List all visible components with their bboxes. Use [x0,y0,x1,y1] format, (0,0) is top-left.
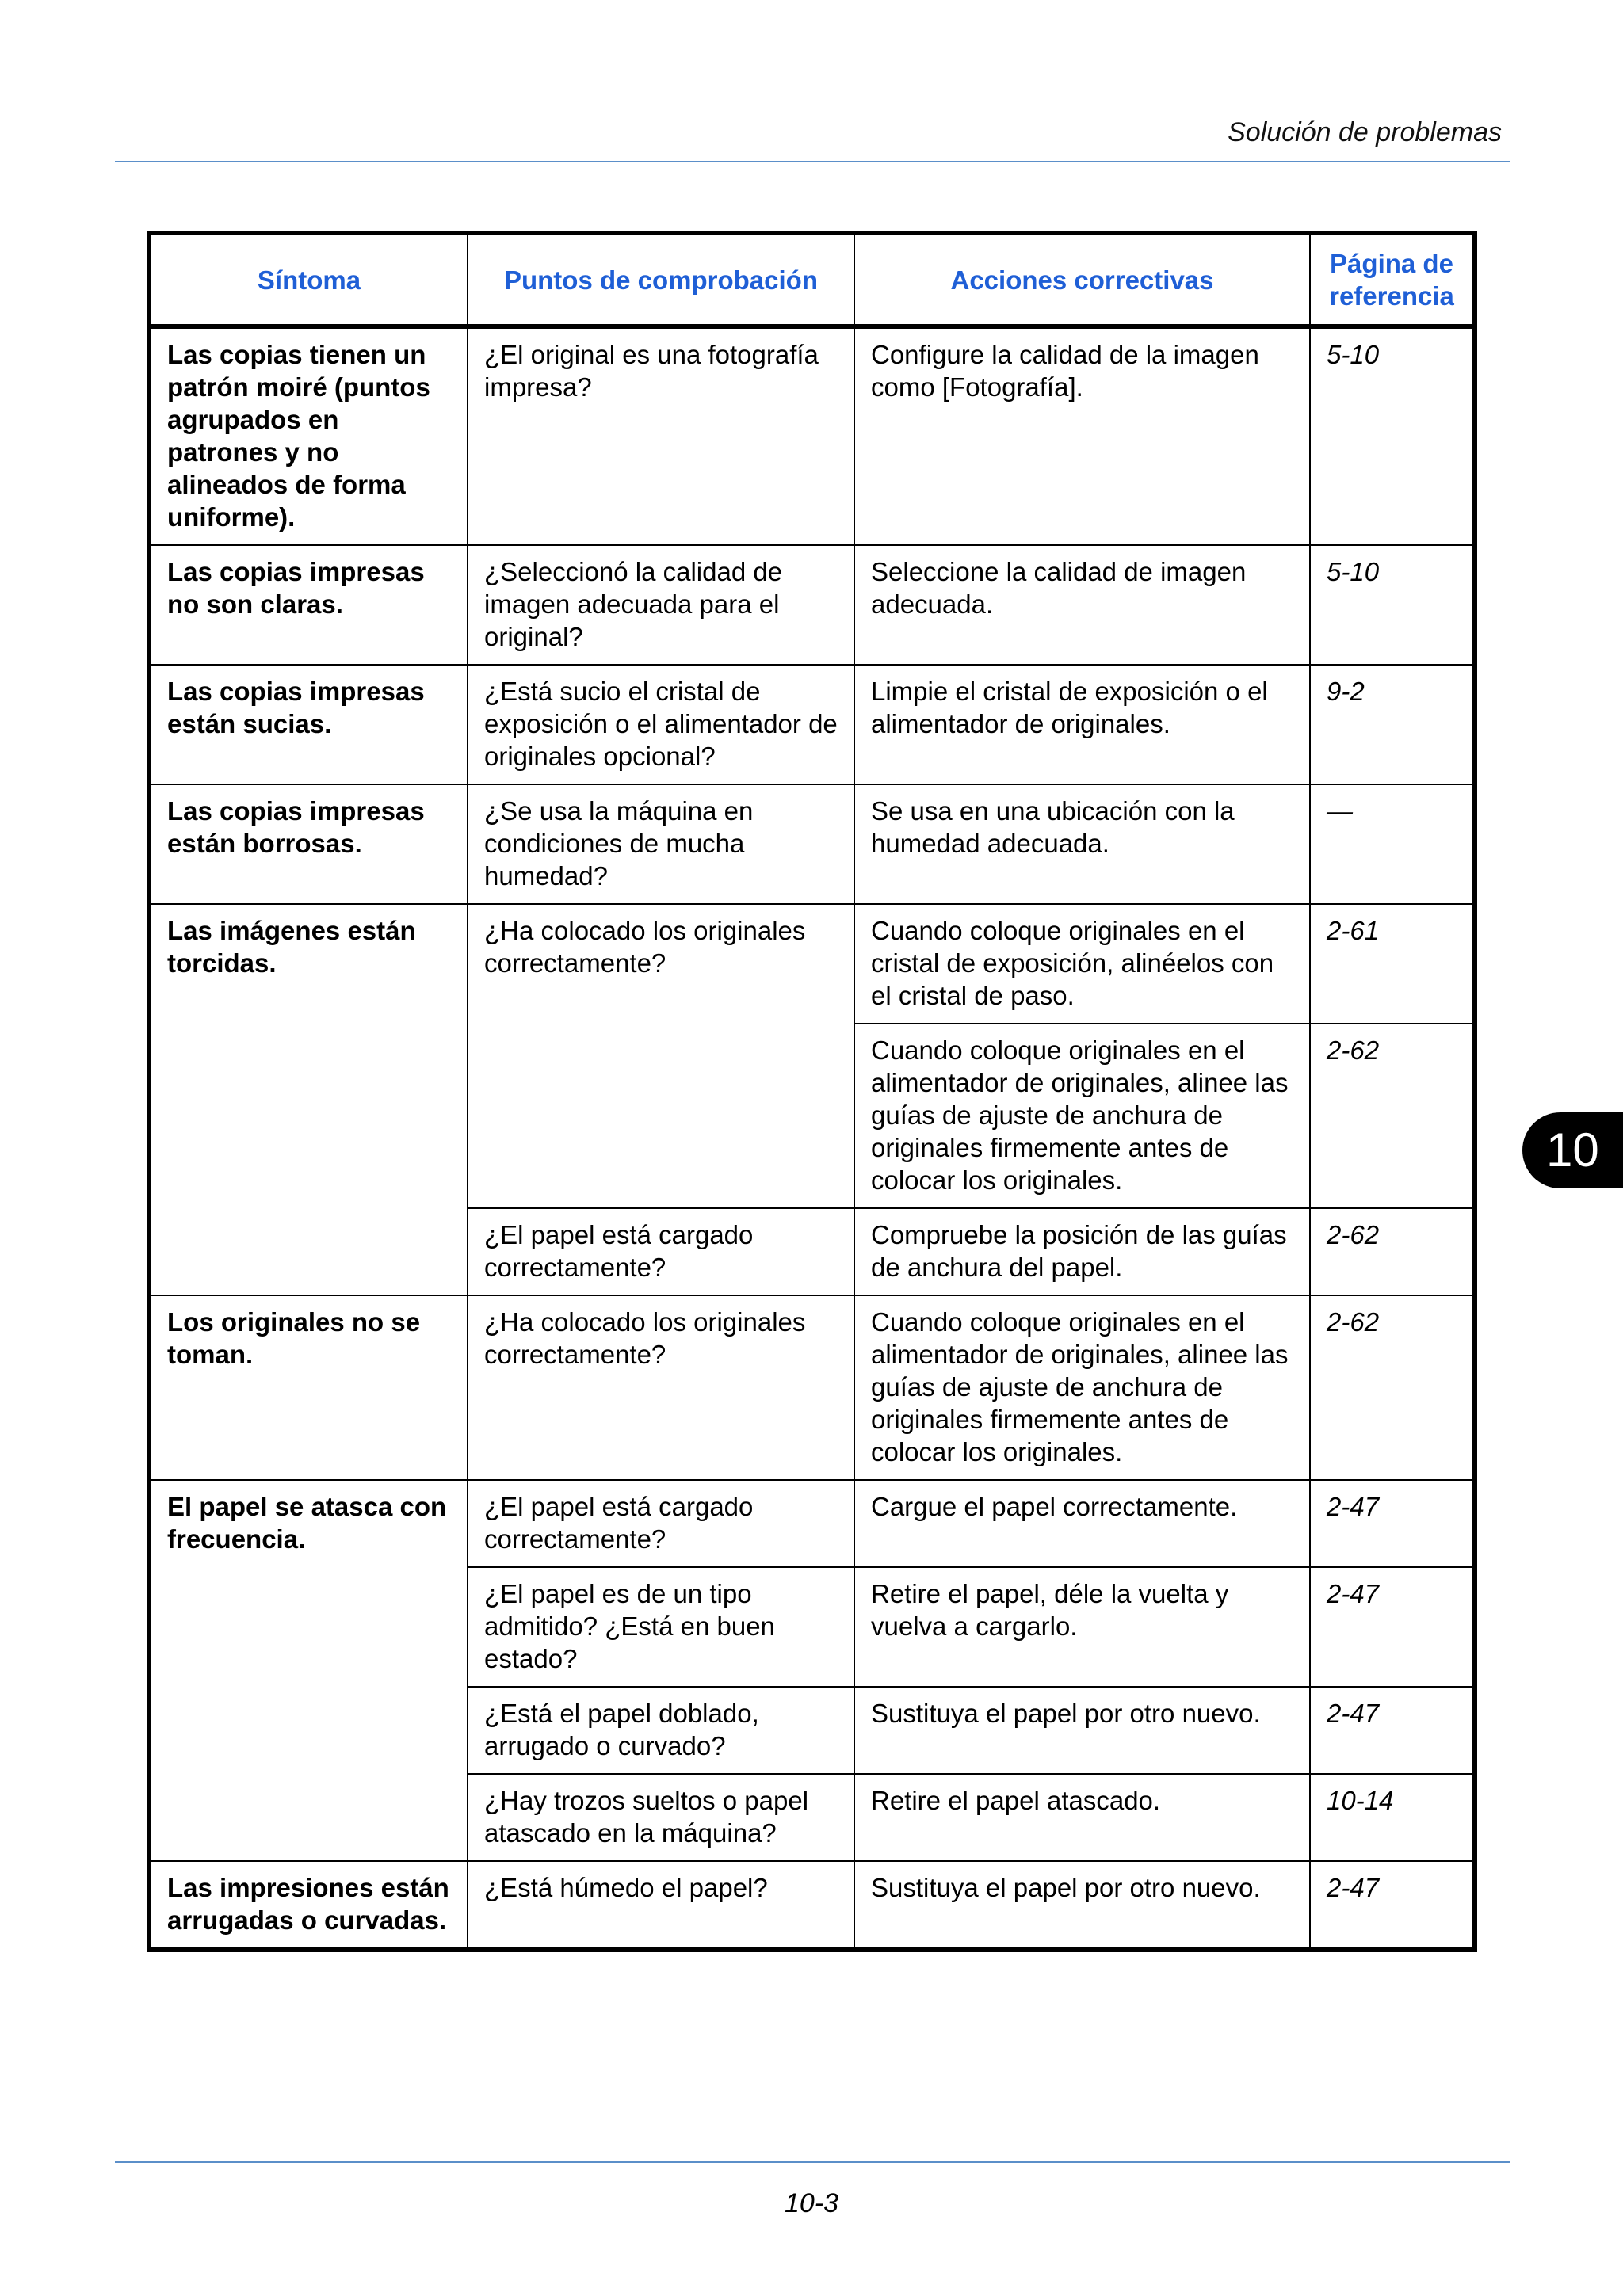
column-header-symptom: Síntoma [149,233,468,326]
symptom-cell: Las copias tienen un patrón moiré (puntos agrupados en patrones y no alineados de forma uniforme). [149,326,468,545]
symptom-cell: Las copias impresas no son claras. [149,545,468,665]
reference-cell: 5-10 [1310,545,1475,665]
symptom-cell: Las imágenes están torcidas. [149,904,468,1295]
troubleshooting-table [147,231,1477,1952]
chapter-tab: 10 [1522,1112,1623,1188]
running-header: Solución de problemas [1228,117,1502,147]
checkpoint-cell: ¿Ha colocado los originales correctamente? [468,904,854,1208]
table-header-row [149,233,1475,326]
action-cell: Sustituya el papel por otro nuevo. [854,1687,1310,1774]
reference-cell: 2-61 [1310,904,1475,1024]
header-rule [115,161,1510,162]
checkpoint-cell: ¿El papel es de un tipo admitido? ¿Está en buen estado? [468,1567,854,1687]
checkpoint-cell: ¿Está el papel doblado, arrugado o curvado? [468,1687,854,1774]
checkpoint-cell: ¿Está húmedo el papel? [468,1861,854,1950]
table-row [149,545,1475,665]
action-cell: Limpie el cristal de exposición o el alimentador de originales. [854,665,1310,784]
symptom-cell: Las copias impresas están borrosas. [149,784,468,904]
checkpoint-cell: ¿Está sucio el cristal de exposición o el alimentador de originales opcional? [468,665,854,784]
reference-cell: 2-62 [1310,1208,1475,1295]
reference-cell: 9-2 [1310,665,1475,784]
action-cell: Seleccione la calidad de imagen adecuada. [854,545,1310,665]
checkpoint-cell: ¿Hay trozos sueltos o papel atascado en la máquina? [468,1774,854,1861]
action-cell: Retire el papel atascado. [854,1774,1310,1861]
reference-cell: 2-62 [1310,1024,1475,1208]
table-row [149,1480,1475,1567]
action-cell: Configure la calidad de la imagen como [Fotografía]. [854,326,1310,545]
table-row [149,904,1475,1024]
reference-cell: 2-62 [1310,1295,1475,1480]
footer-rule [115,2161,1510,2163]
action-cell: Cuando coloque originales en el cristal de exposición, alinéelos con el cristal de paso. [854,904,1310,1024]
action-cell: Cuando coloque originales en el alimentador de originales, alinee las guías de ajuste de anchura de originales firmemente antes de colocar los originales. [854,1295,1310,1480]
column-header-reference: Página de referencia [1310,233,1475,326]
symptom-cell: Las copias impresas están sucias. [149,665,468,784]
action-cell: Retire el papel, déle la vuelta y vuelva a cargarlo. [854,1567,1310,1687]
action-cell: Sustituya el papel por otro nuevo. [854,1861,1310,1950]
table-body [149,326,1475,1950]
table-row [149,784,1475,904]
symptom-cell: Los originales no se toman. [149,1295,468,1480]
reference-cell: 2-47 [1310,1687,1475,1774]
checkpoint-cell: ¿El original es una fotografía impresa? [468,326,854,545]
reference-cell: 2-47 [1310,1567,1475,1687]
reference-cell: 2-47 [1310,1861,1475,1950]
reference-cell: 5-10 [1310,326,1475,545]
column-header-checkpoints: Puntos de comprobación [468,233,854,326]
table-row [149,1861,1475,1950]
table-row [149,326,1475,545]
action-cell: Compruebe la posición de las guías de anchura del papel. [854,1208,1310,1295]
table-row [149,665,1475,784]
page-number: 10-3 [784,2188,839,2218]
checkpoint-cell: ¿El papel está cargado correctamente? [468,1208,854,1295]
column-header-actions: Acciones correctivas [854,233,1310,326]
reference-cell: 10-14 [1310,1774,1475,1861]
checkpoint-cell: ¿El papel está cargado correctamente? [468,1480,854,1567]
action-cell: Cargue el papel correctamente. [854,1480,1310,1567]
checkpoint-cell: ¿Ha colocado los originales correctamente? [468,1295,854,1480]
reference-cell: — [1310,784,1475,904]
action-cell: Cuando coloque originales en el alimentador de originales, alinee las guías de ajuste de anchura de originales firmemente antes de colocar los originales. [854,1024,1310,1208]
symptom-cell: Las impresiones están arrugadas o curvadas. [149,1861,468,1950]
symptom-cell: El papel se atasca con frecuencia. [149,1480,468,1861]
reference-cell: 2-47 [1310,1480,1475,1567]
checkpoint-cell: ¿Se usa la máquina en condiciones de mucha humedad? [468,784,854,904]
table-row [149,1295,1475,1480]
action-cell: Se usa en una ubicación con la humedad adecuada. [854,784,1310,904]
checkpoint-cell: ¿Seleccionó la calidad de imagen adecuada para el original? [468,545,854,665]
